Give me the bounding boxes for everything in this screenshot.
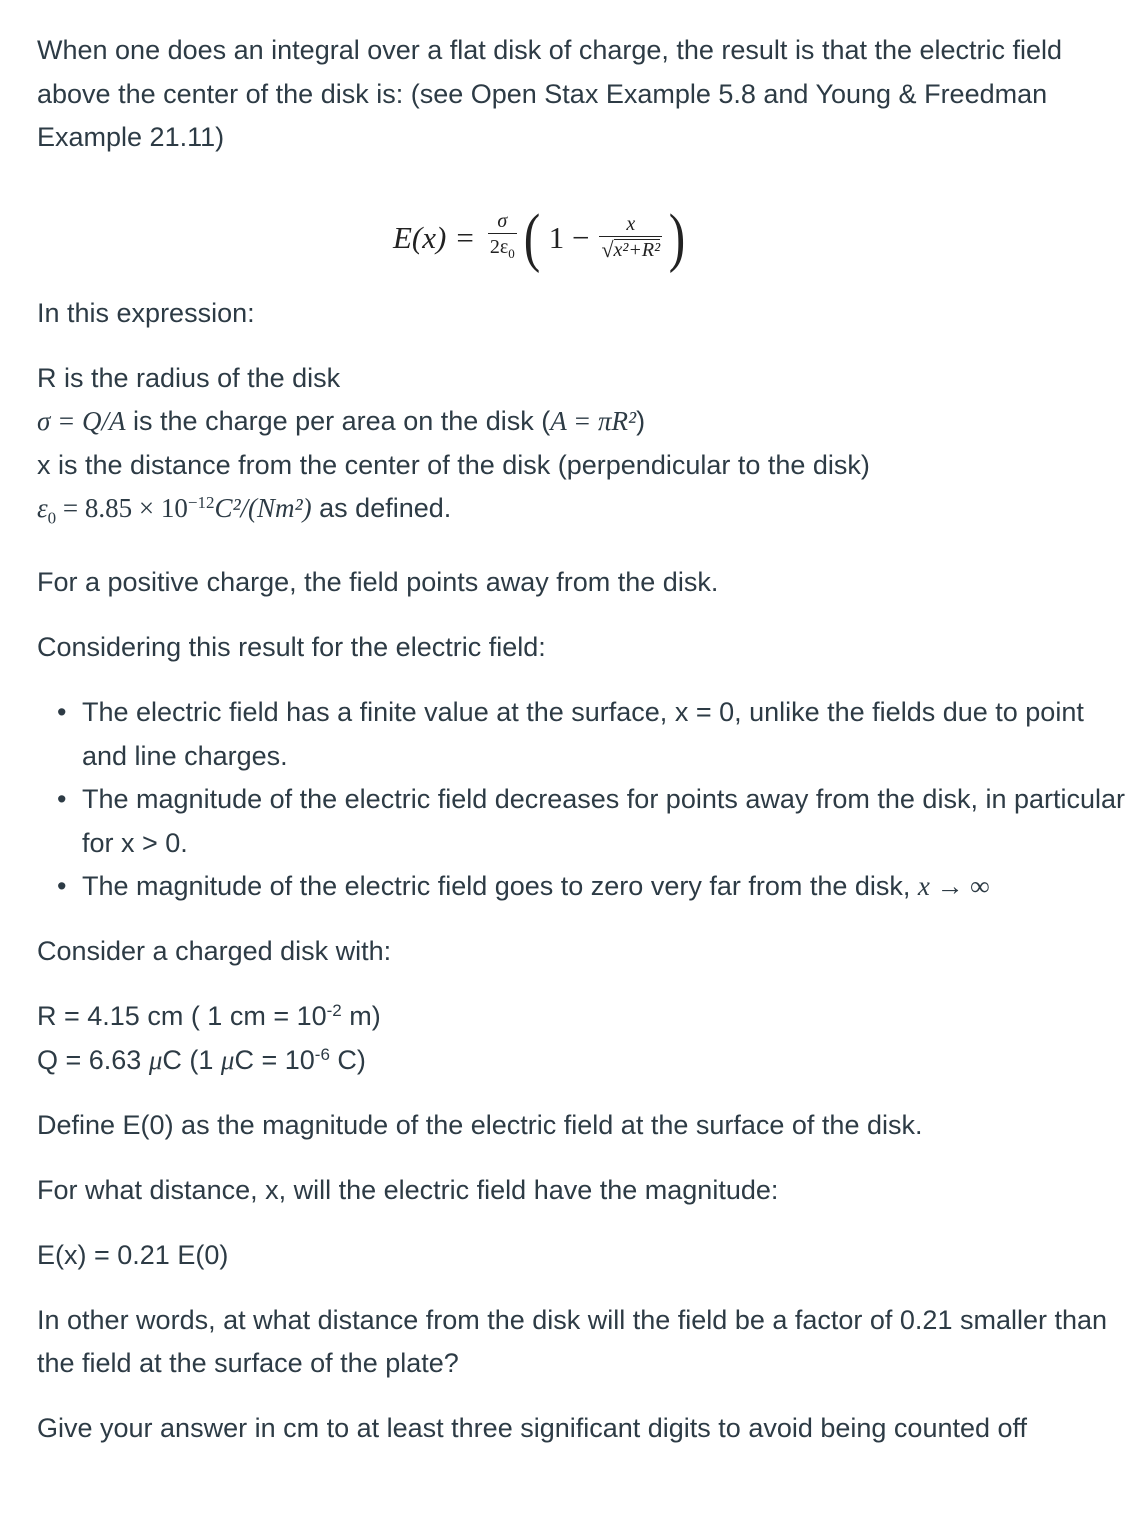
positive-charge-note: For a positive charge, the field points away from the disk. [37,567,719,598]
list-item: • The electric field has a finite value at the surface, x = 0, unlike the fields due to point and line charges. [82,691,1132,778]
field-equation-block [37,160,1132,292]
consider-disk-heading: Consider a charged disk with: [37,936,392,967]
sqrt-expression: √ x²+R² [601,236,661,262]
in-this-expression: In this expression: [37,297,255,328]
def-x: x is the distance from the center of the disk (perpendicular to the disk) [37,449,870,480]
in-other-words: In other words, at what distance from the disk will the field be a factor of 0.21 smaller than the field at the surface of the plate? [37,1304,1108,1379]
properties-list [37,691,1132,909]
list-item: • The magnitude of the electric field decreases for points away from the disk, in particular for x > 0. [82,778,1132,865]
def-sigma: σ = Q/A is the charge per area on the disk (A = πR²) [37,406,646,436]
question-content [37,29,1132,1451]
equation-lhs: E(x) [393,219,447,255]
considering-heading: Considering this result for the electric field: [37,632,546,663]
target-equation: E(x) = 0.21 E(0) [37,1239,229,1270]
intro-paragraph: When one does an integral over a flat disk of charge, the result is that the electric field above the center of the disk is: (see Open Stax Example 5.8 and Young & Freedman Example 21.11) [37,35,1063,152]
equation-equals: = [456,219,474,255]
given-values [37,995,1132,1082]
def-epsilon: $\varepsilon_0 = 8.85 \times 10^{-12}C^2/(Nm^2)$ as defined. [37,493,452,528]
field-equation [393,198,688,278]
two-eps-denominator: $2\varepsilon_0$ [488,233,517,265]
given-radius: R = 4.15 cm ( 1 cm = $10^{-2}$ m) [37,1001,381,1032]
list-item: • The magnitude of the electric field goes to zero very far from the disk, x → ∞ [82,865,1132,909]
sqrt-denominator [599,236,662,262]
define-e0: Define E(0) as the magnitude of the electric field at the surface of the disk. [37,1109,923,1140]
sigma-symbol: σ [497,209,508,232]
sigma-over-2eps-fraction [488,211,517,265]
given-charge: Q = 6.63 μC (1 $\mu C = 10^{-6}$ C) [37,1044,366,1075]
definitions-block [37,357,1132,540]
for-what-distance: For what distance, x, will the electric field have the magnitude: [37,1174,779,1205]
answer-instructions: Give your answer in cm to at least three significant digits to avoid being counted off [37,1413,1028,1444]
one-minus: 1 − [548,219,590,255]
x-over-sqrt-fraction [599,214,662,262]
x-numerator: x [626,212,636,235]
def-radius: R is the radius of the disk [37,362,341,393]
right-paren: ) [668,200,686,274]
left-paren: ( [523,200,540,274]
